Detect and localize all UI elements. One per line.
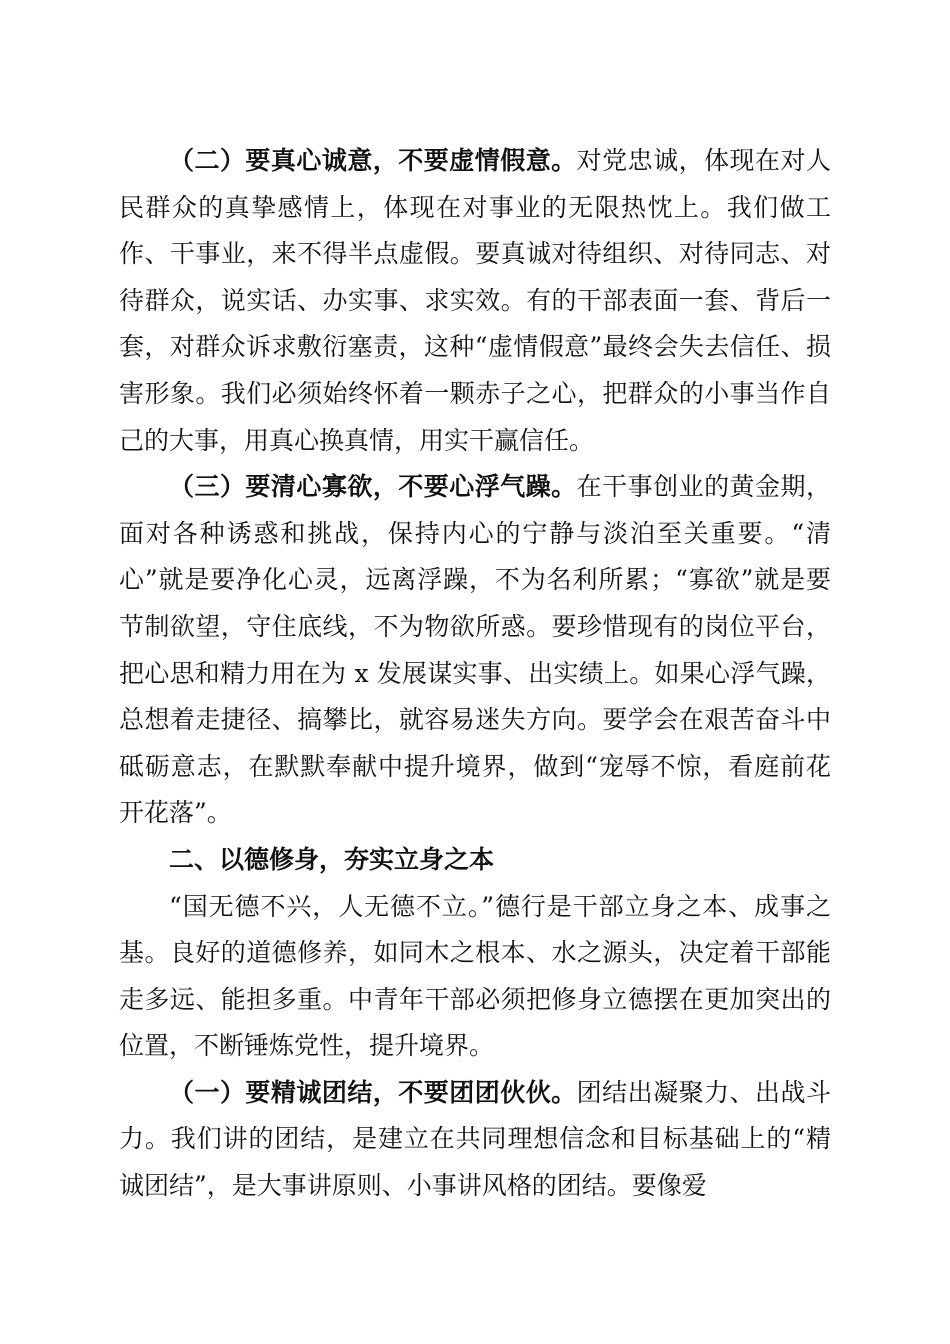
- paragraph-body-calm-mind: 在干事创业的黄金期，面对各种诱惑和挑战，保持内心的宁静与淡泊至关重要。“清心”就是要净化心灵，远离浮躁，不为名利所累；“寡欲”就是要节制欲望，守住底线，不为物欲所惑。要珍惜现有的岗位平台，把心思和精力用在为 x 发展谋实事、出实绩上。如果心浮气躁，总想着走捷径、搞攀比，就容易迷失方向。要学会在艰苦奋斗中砥砺意志，在默默奉献中提升境界，做到“宠辱不惊，看庭前花开花落”。: [119, 472, 831, 828]
- paragraph-lead-unity: （一）要精诚团结，不要团团伙伙。: [169, 1077, 577, 1107]
- paragraph-lead-calm-mind: （三）要清心寡欲，不要心浮气躁。: [169, 472, 577, 502]
- paragraph-calm-mind: [119, 464, 831, 837]
- paragraph-body-sincerity: 对党忠诚，体现在对人民群众的真挚感情上，体现在对事业的无限热忱上。我们做工作、干事业，来不得半点虚假。要真诚对待组织、对待同志、对待群众，说实话、办实事、求实效。有的干部表面一套、背后一套，对群众诉求敷衍塞责，这种“虚情假意”最终会失去信任、损害形象。我们必须始终怀着一颗赤子之心，把群众的小事当作自己的大事，用真心换真情，用实干赢信任。: [119, 146, 831, 455]
- paragraph-unity: [119, 1070, 831, 1210]
- paragraph-sincerity: [119, 138, 831, 464]
- paragraph-lead-sincerity: （二）要真心诚意，不要虚情假意。: [169, 146, 577, 175]
- section-heading: 二、以德修身，夯实立身之本: [169, 844, 495, 874]
- paragraph-body-unity: 团结出凝聚力、出战斗力。我们讲的团结，是建立在共同理想信念和目标基础上的“精诚团结”，是大事讲原则、小事讲风格的团结。要像爱: [119, 1077, 831, 1201]
- section-intro-paragraph: “国无德不兴，人无德不立。”德行是干部立身之本、成事之基。良好的道德修养，如同木之根本、水之源头，决定着干部能走多远、能担多重。中青年干部必须把修身立德摆在更加突出的位置，不断锤炼党性，提升境界。: [119, 891, 831, 1061]
- document-body: [119, 138, 831, 1210]
